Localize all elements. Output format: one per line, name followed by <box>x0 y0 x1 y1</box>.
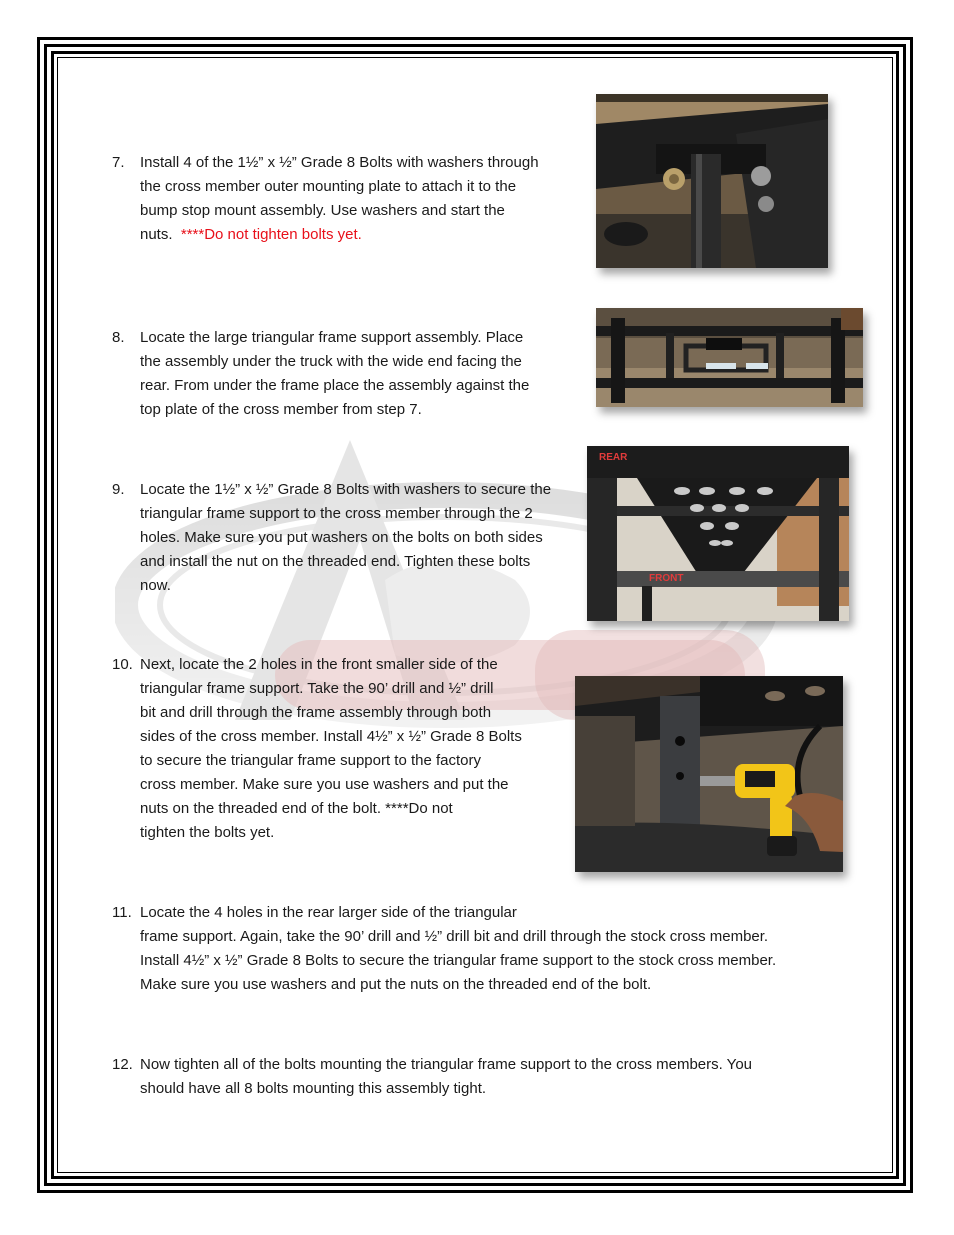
step-line: bump stop mount assembly. Use washers and start the <box>140 202 505 219</box>
step-line: holes. Make sure you put washers on the bolts on both sides <box>140 529 543 546</box>
step-line: Install 4½” x ½” Grade 8 Bolts to secure the triangular frame support to the stock cross member. <box>140 952 777 969</box>
step-line: top plate of the cross member from step 7. <box>140 401 422 418</box>
step-number: 11. <box>112 904 132 921</box>
step-line-last <box>140 223 539 247</box>
step-line: Locate the large triangular frame support assembly. Place <box>140 329 524 346</box>
step-line-text: nuts. <box>140 226 181 243</box>
step-line: nuts on the threaded end of the bolt. ****Do not <box>140 800 453 817</box>
step-line: the cross member outer mounting plate to attach it to the <box>140 178 517 195</box>
step-text <box>140 478 551 598</box>
photo-drilling <box>575 676 843 872</box>
step-text <box>140 1053 752 1101</box>
step-number: 12. <box>112 1056 133 1073</box>
photo-mounting-plate <box>596 94 828 268</box>
step-number: 10. <box>112 656 133 673</box>
step-line: Now tighten all of the bolts mounting the triangular frame support to the cross members. You <box>140 1056 752 1073</box>
step-number: 8. <box>112 329 125 346</box>
step-line: triangular frame support. Take the 90’ drill and ½” drill <box>140 680 494 697</box>
step-text <box>140 653 522 845</box>
step-line: tighten the bolts yet. <box>140 824 275 841</box>
step-line: now. <box>140 577 171 594</box>
step-line: should have all 8 bolts mounting this assembly tight. <box>140 1080 487 1097</box>
step-line: and install the nut on the threaded end. Tighten these bolts <box>140 553 531 570</box>
step-line: Make sure you use washers and put the nuts on the threaded end of the bolt. <box>140 976 652 993</box>
step-line: rear. From under the frame place the assembly against the <box>140 377 530 394</box>
front-label: FRONT <box>649 573 684 584</box>
step-text <box>140 151 539 247</box>
step-line: cross member. Make sure you use washers and put the <box>140 776 509 793</box>
step-line: sides of the cross member. Install 4½” x ½” Grade 8 Bolts <box>140 728 522 745</box>
warning-text: ****Do not tighten bolts yet. <box>180 226 362 243</box>
photo-frame-assembly <box>596 308 863 407</box>
photo-triangular-support <box>587 446 849 621</box>
step-line: bit and drill through the frame assembly through both <box>140 704 492 721</box>
step-text <box>140 326 529 422</box>
step-line: Locate the 4 holes in the rear larger side of the triangular <box>140 904 517 921</box>
step-text <box>140 901 776 997</box>
step-line: the assembly under the truck with the wide end facing the <box>140 353 522 370</box>
rear-label: REAR <box>599 452 628 463</box>
step-line: Locate the 1½” x ½” Grade 8 Bolts with washers to secure the <box>140 481 552 498</box>
step-line: triangular frame support to the cross member through the 2 <box>140 505 533 522</box>
step-line: Install 4 of the 1½” x ½” Grade 8 Bolts with washers through <box>140 154 539 171</box>
step-number: 9. <box>112 481 125 498</box>
step-number: 7. <box>112 154 125 171</box>
step-line: frame support. Again, take the 90’ drill and ½” drill bit and drill through the stock cross member. <box>140 928 769 945</box>
step-line: Next, locate the 2 holes in the front smaller side of the <box>140 656 498 673</box>
step-line: to secure the triangular frame support to the factory <box>140 752 482 769</box>
